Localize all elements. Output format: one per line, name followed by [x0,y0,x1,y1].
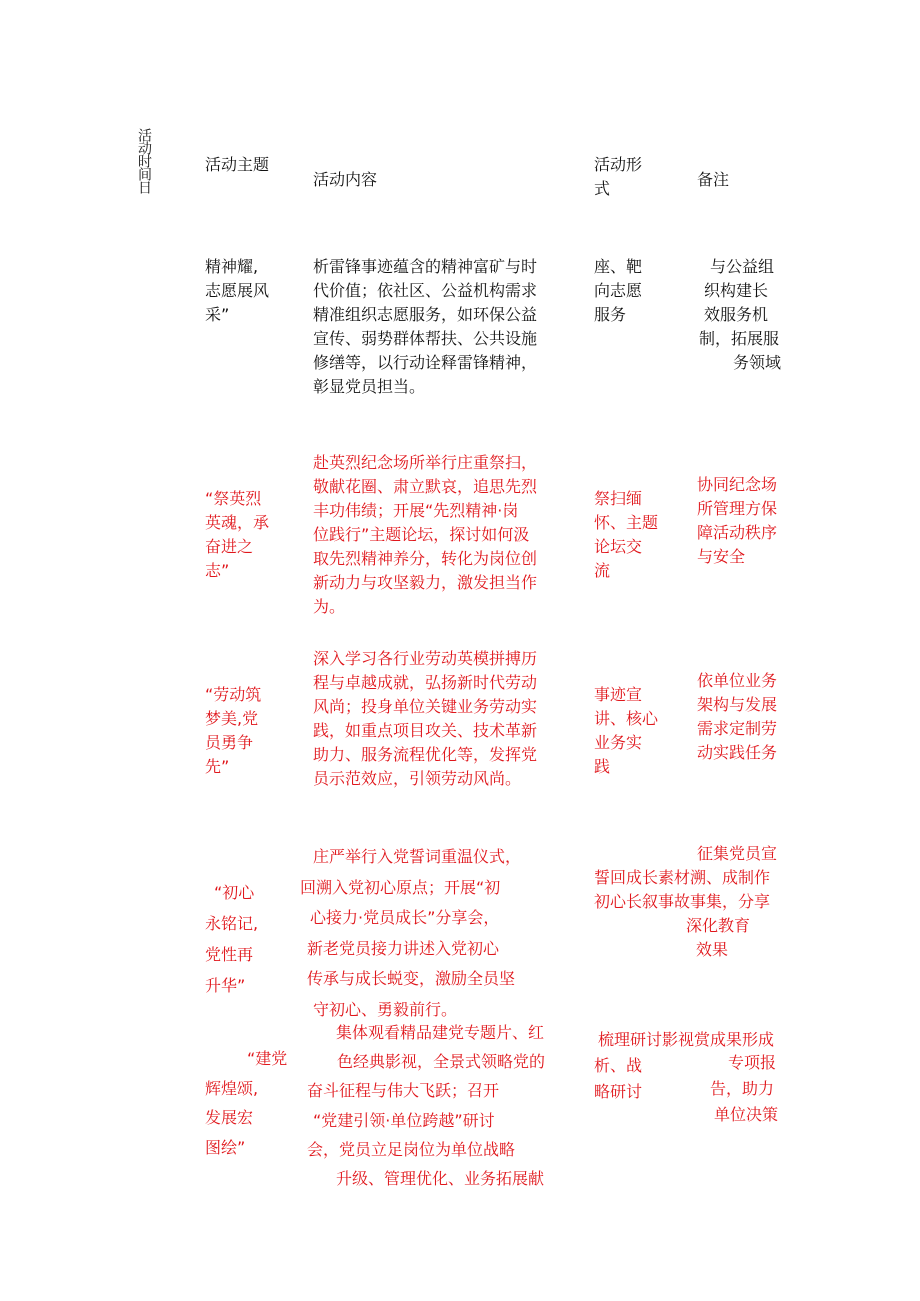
header-activity-time [129,128,153,193]
row4-theme-line: 升华” [205,976,246,995]
row2-content [313,451,537,619]
row4-format-note-line: 效果 [696,940,729,959]
row1-content [313,255,537,399]
row3-format [594,683,658,779]
row2-note-line: 与安全 [697,547,746,566]
row1-note-line: 效服务机 [704,305,769,324]
row4-content-line: 回溯入党初心原点；开展“初 [300,877,501,897]
row3-content-line: 员示范效应，引领劳动风尚。 [313,769,522,788]
row2-note-line: 协同纪念场 [697,475,778,494]
row5-content-line: 升级、管理优化、业务拓展献 [336,1169,545,1189]
row3-theme-line: 先” [205,757,230,776]
row3-format-line: 事迹宣 [594,685,643,704]
row2-content-line: 丰功伟绩；开展“先烈精神·岗 [313,501,519,520]
row3-theme-line: 梦美,党 [205,709,259,728]
row1-theme-line: 志愿展风 [205,281,270,300]
header-time-label: 活动时间 [136,128,152,180]
header-note: 备注 [697,170,730,189]
row1-format-line: 座、靶 [594,257,643,276]
row4-content-line: 守初心、勇毅前行。 [313,999,458,1019]
row1-note-line: 务领域 [733,353,782,372]
row2-theme [205,487,269,583]
row2-format-line: 怀、主题 [594,513,659,532]
header-format [594,153,642,201]
row4-content-line: 心接力·党员成长”分享会， [310,908,500,927]
row2-note-line: 障活动秩序 [697,523,778,542]
row3-note-line: 动实践任务 [697,743,778,762]
row4-theme [205,877,258,1001]
row1-format-line: 向志愿 [594,281,643,300]
row3-note-line: 架构与发展 [697,695,778,714]
row2-note [697,473,777,569]
row3-content-line: 助力、服务流程优化等，发挥党 [313,745,538,764]
row5-content [307,1018,545,1193]
row2-theme-line: 英魂，承 [205,513,270,532]
row5-theme-line: 辉煌颂, [205,1078,259,1098]
header-format-line1: 活动形 [594,155,643,174]
row5-content-line: 奋斗征程与伟大飞跃；召开 [307,1081,500,1101]
row1-content-line: 代价值；依社区、公益机构需求 [313,281,538,300]
row2-content-line: 新动力与攻坚毅力，激发担当作 [313,573,538,592]
row3-content-line: 程与卓越成就，弘扬新时代劳动 [313,673,538,692]
row5-note-line: 告，助力 [710,1079,775,1098]
row4-content [300,842,521,1025]
row3-note [697,669,777,765]
row3-note-line: 依单位业务 [697,671,778,690]
row5-note-line: 单位决策 [714,1105,779,1124]
row2-format-line: 祭扫缅 [594,489,643,508]
row4-format-note-line: 深化教育 [686,916,751,935]
row5-content-line: 色经典影视，全景式领略党的 [337,1052,546,1072]
row1-content-line: 彰显党员担当。 [313,377,426,396]
row4-content-line: 传承与成长蜕变，激励全员坚 [307,969,516,988]
row5-format-note-line: 略研讨 [594,1082,643,1101]
row2-note-line: 所管理方保 [697,499,778,518]
row1-theme-line: 采” [205,305,230,324]
row1-note-line: 织构建长 [704,281,769,300]
row4-format-note-line: 初心长叙事故事集，分享 [594,892,771,911]
row2-content-line: 取先烈精神养分，转化为岗位创 [313,549,538,568]
row4-content-line: 新老党员接力讲述入党初心 [307,938,500,958]
row1-content-line: 宣传、弱势群体帮扶、公共设施 [313,329,538,348]
row5-format-note-line: 析、战 [594,1056,643,1075]
row2-format-line: 流 [594,561,611,580]
row3-content [313,647,537,791]
row4-format-note-line: 誓回成长素材溯、成制作 [594,868,771,887]
row3-content-line: 深入学习各行业劳动英模拼搏历 [313,649,538,668]
row1-content-line: 析雷锋事迹蕴含的精神富矿与时 [313,257,538,276]
row3-theme-line: 员勇争 [205,733,254,752]
row3-theme-line: “劳动筑 [205,685,262,704]
row5-note [710,1050,778,1128]
row1-content-line: 精准组织志愿服务，如环保公益 [313,305,538,324]
row3-note-line: 需求定制劳 [697,719,778,738]
row3-content-line: 践，如重点项目攻关、技术革新 [313,721,538,740]
row1-format [594,255,642,327]
row1-note-line: 制，拓展服 [699,329,780,348]
row5-theme [205,1044,287,1162]
row2-content-line: 赴英烈纪念场所举行庄重祭扫， [313,453,538,472]
row2-format-line: 论坛交 [594,537,643,556]
row3-format-line: 讲、核心 [594,709,659,728]
row2-theme-line: 奋进之 [205,537,254,556]
row4-theme-line: 永铭记, [205,914,259,933]
row1-theme-line: 精神耀, [205,257,259,276]
row1-note-line: 与公益组 [710,257,775,276]
row4-content-line: 庄严举行入党誓词重温仪式， [313,847,522,866]
row1-format-line: 服务 [594,305,627,324]
header-theme: 活动主题 [205,155,270,174]
header-content: 活动内容 [313,170,378,189]
row5-content-line: 会，党员立足岗位为单位战略 [307,1139,516,1159]
row5-format-note-line: 梳理研讨影视赏成果形成 [598,1030,775,1049]
row3-format-line: 业务实 [594,733,643,752]
header-format-line2: 式 [594,179,611,198]
row2-theme-line: 志” [205,561,230,580]
row2-content-line: 位践行”主题论坛，探讨如何汲 [313,525,530,544]
row1-theme [205,255,269,327]
row2-content-line: 敬献花圈、肃立默哀，追思先烈 [313,477,538,496]
row2-content-line: 为。 [313,597,346,616]
row2-theme-line: “祭英烈 [205,489,262,508]
row3-content-line: 风尚；投身单位关键业务劳动实 [313,697,538,716]
row5-content-line: “党建引领·单位跨越”研讨 [313,1110,495,1130]
row2-format [594,487,658,583]
row5-note-line: 专项报 [728,1053,777,1072]
row5-content-line: 集体观看精品建党专题片、红 [336,1023,545,1042]
row3-theme [205,683,261,779]
row4-theme-line: “初心 [214,883,255,902]
row1-note [697,255,781,375]
row5-theme-line: 图绘” [205,1137,246,1157]
row4-theme-line: 党性再 [205,945,254,964]
row5-theme-line: “建党 [247,1049,288,1068]
header-time-suffix: 日 [136,180,152,193]
row3-format-line: 践 [594,757,611,776]
row1-content-line: 修缮等，以行动诠释雷锋精神， [313,353,538,372]
row4-format-note-line: 征集党员宣 [697,844,778,863]
row4-format-note [594,842,777,962]
row5-theme-line: 发展宏 [205,1108,254,1127]
